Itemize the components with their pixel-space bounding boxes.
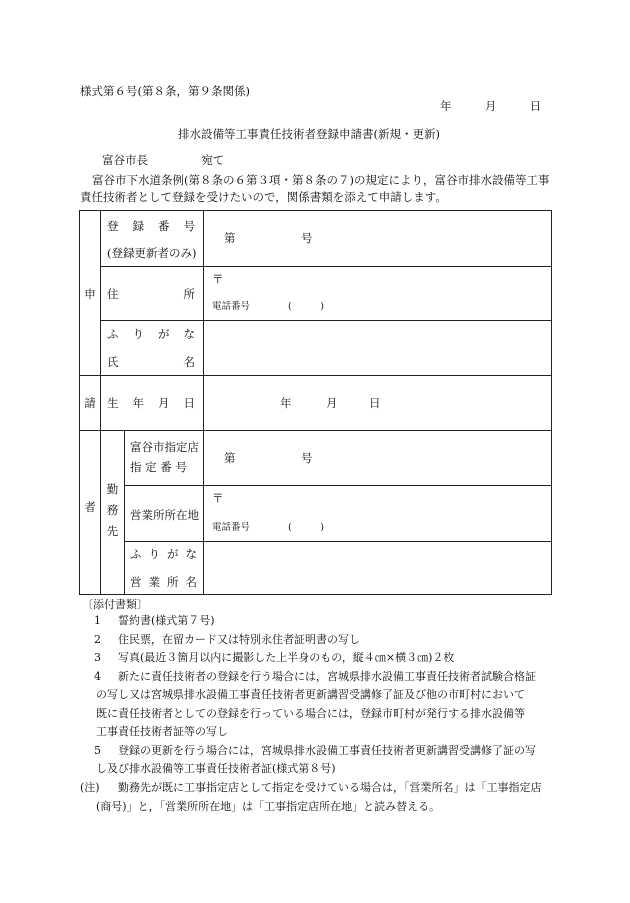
name-label: ふ り が な 氏 名 <box>101 321 204 376</box>
application-form-table <box>79 210 552 595</box>
page-title: 排水設備等工事責任技術者登録申請書(新規・更新) <box>178 127 440 141</box>
birthdate-label: 生 年 月 日 <box>101 376 204 431</box>
attachment-4-num: 4 <box>94 670 101 683</box>
attachment-5-num: 5 <box>94 744 101 757</box>
registration-renewal-note: (登録更新者のみ) <box>107 246 197 260</box>
address-field[interactable] <box>204 267 552 321</box>
addressee-name: 富谷市長 <box>102 153 148 167</box>
applicant-label-cell-2 <box>80 376 101 431</box>
date-year: 年 <box>440 99 452 113</box>
date-month: 月 <box>484 99 497 113</box>
office-postal-mark: 〒 <box>212 491 224 505</box>
office-address-label: 営業所所在地 <box>125 486 204 542</box>
applicant-char-1: 申 <box>84 287 96 301</box>
attachment-4-line-4: 工事責任技術者証等の写し <box>96 725 228 738</box>
registration-number-field[interactable]: 第 号 <box>204 211 552 267</box>
note-mark: (注) <box>80 781 100 794</box>
designated-number-field[interactable]: 第 号 <box>204 431 552 486</box>
workplace-label-cell: 勤 務 先 <box>101 431 125 595</box>
registration-number-label: 登 録 番 号 (登録更新者のみ) <box>101 211 204 267</box>
applicant-label-cell <box>80 211 101 376</box>
attachment-4-line-2: の写し又は宮城県排水設備工事責任技術者更新講習受講修了証及び他の市町村において <box>96 688 525 701</box>
attachment-5-line-1: 登録の更新を行う場合には，宮城県排水設備工事責任技術者更新講習受講修了証の写 <box>118 744 536 757</box>
attachment-3-text: 写真(最近３箇月以内に撮影した上半身のもの，縦４㎝×横３㎝)２枚 <box>118 651 455 664</box>
note-line-2: (商号)」と，「営業所所在地」は「工事指定店所在地」と読み替える。 <box>96 800 441 813</box>
date-line <box>440 99 541 113</box>
office-phone-parens: ( ) <box>288 522 324 533</box>
office-name-label: ふ り が な 営 業 所 名 <box>125 542 204 595</box>
postal-mark: 〒 <box>212 272 224 286</box>
office-address-field[interactable] <box>204 486 552 542</box>
intro-line-2: 責任技術者として登録を受けたいので，関係書類を添えて申請します。 <box>80 190 447 204</box>
office-name-field[interactable] <box>204 542 552 595</box>
addressee-suffix: 宛て <box>201 153 225 167</box>
attachment-5-line-2: し及び排水設備等工事責任技術者証(様式第８号) <box>96 762 336 775</box>
office-phone-label: 電話番号 <box>212 522 251 533</box>
addressee <box>102 153 224 167</box>
attachment-1-num: 1 <box>94 614 101 627</box>
form-number: 様式第６号(第８条，第９条関係) <box>80 84 250 98</box>
attachment-4-line-1: 新たに責任技術者の登録を行う場合には，宮城県排水設備工事責任技術者試験合格証 <box>118 670 536 683</box>
phone-label: 電話番号 <box>212 301 251 312</box>
attachment-2-num: 2 <box>94 633 101 646</box>
note-line-1: 勤務先が既に工事指定店として指定を受けている場合は，「営業所名」は「工事指定店 <box>118 781 542 794</box>
intro-line-1: 富谷市下水道条例(第８条の６第３項・第８条の７)の規定により，富谷市排水設備等工事 <box>92 173 550 187</box>
birthdate-field[interactable]: 年 月 日 <box>204 376 552 431</box>
attachments-heading: 〔添付書類〕 <box>82 598 148 611</box>
attachment-2-text: 住民票，在留カード又は特別永住者証明書の写し <box>118 633 360 646</box>
phone-parens: ( ) <box>288 301 324 312</box>
attachment-1-text: 誓約書(様式第７号) <box>118 614 215 627</box>
applicant-char-3: 者 <box>84 499 96 514</box>
address-label: 住 所 <box>101 267 204 321</box>
attachment-4-line-3: 既に責任技術者としての登録を行っている場合には，登録市町村が発行する排水設備等 <box>96 707 525 720</box>
date-day: 日 <box>529 99 542 113</box>
designated-number-label: 富谷市指定店 指 定 番 号 <box>125 431 204 486</box>
attachment-3-num: 3 <box>94 651 101 664</box>
applicant-char-2: 請 <box>84 396 96 410</box>
name-field[interactable] <box>204 321 552 376</box>
applicant-label-cell-3 <box>80 431 101 595</box>
